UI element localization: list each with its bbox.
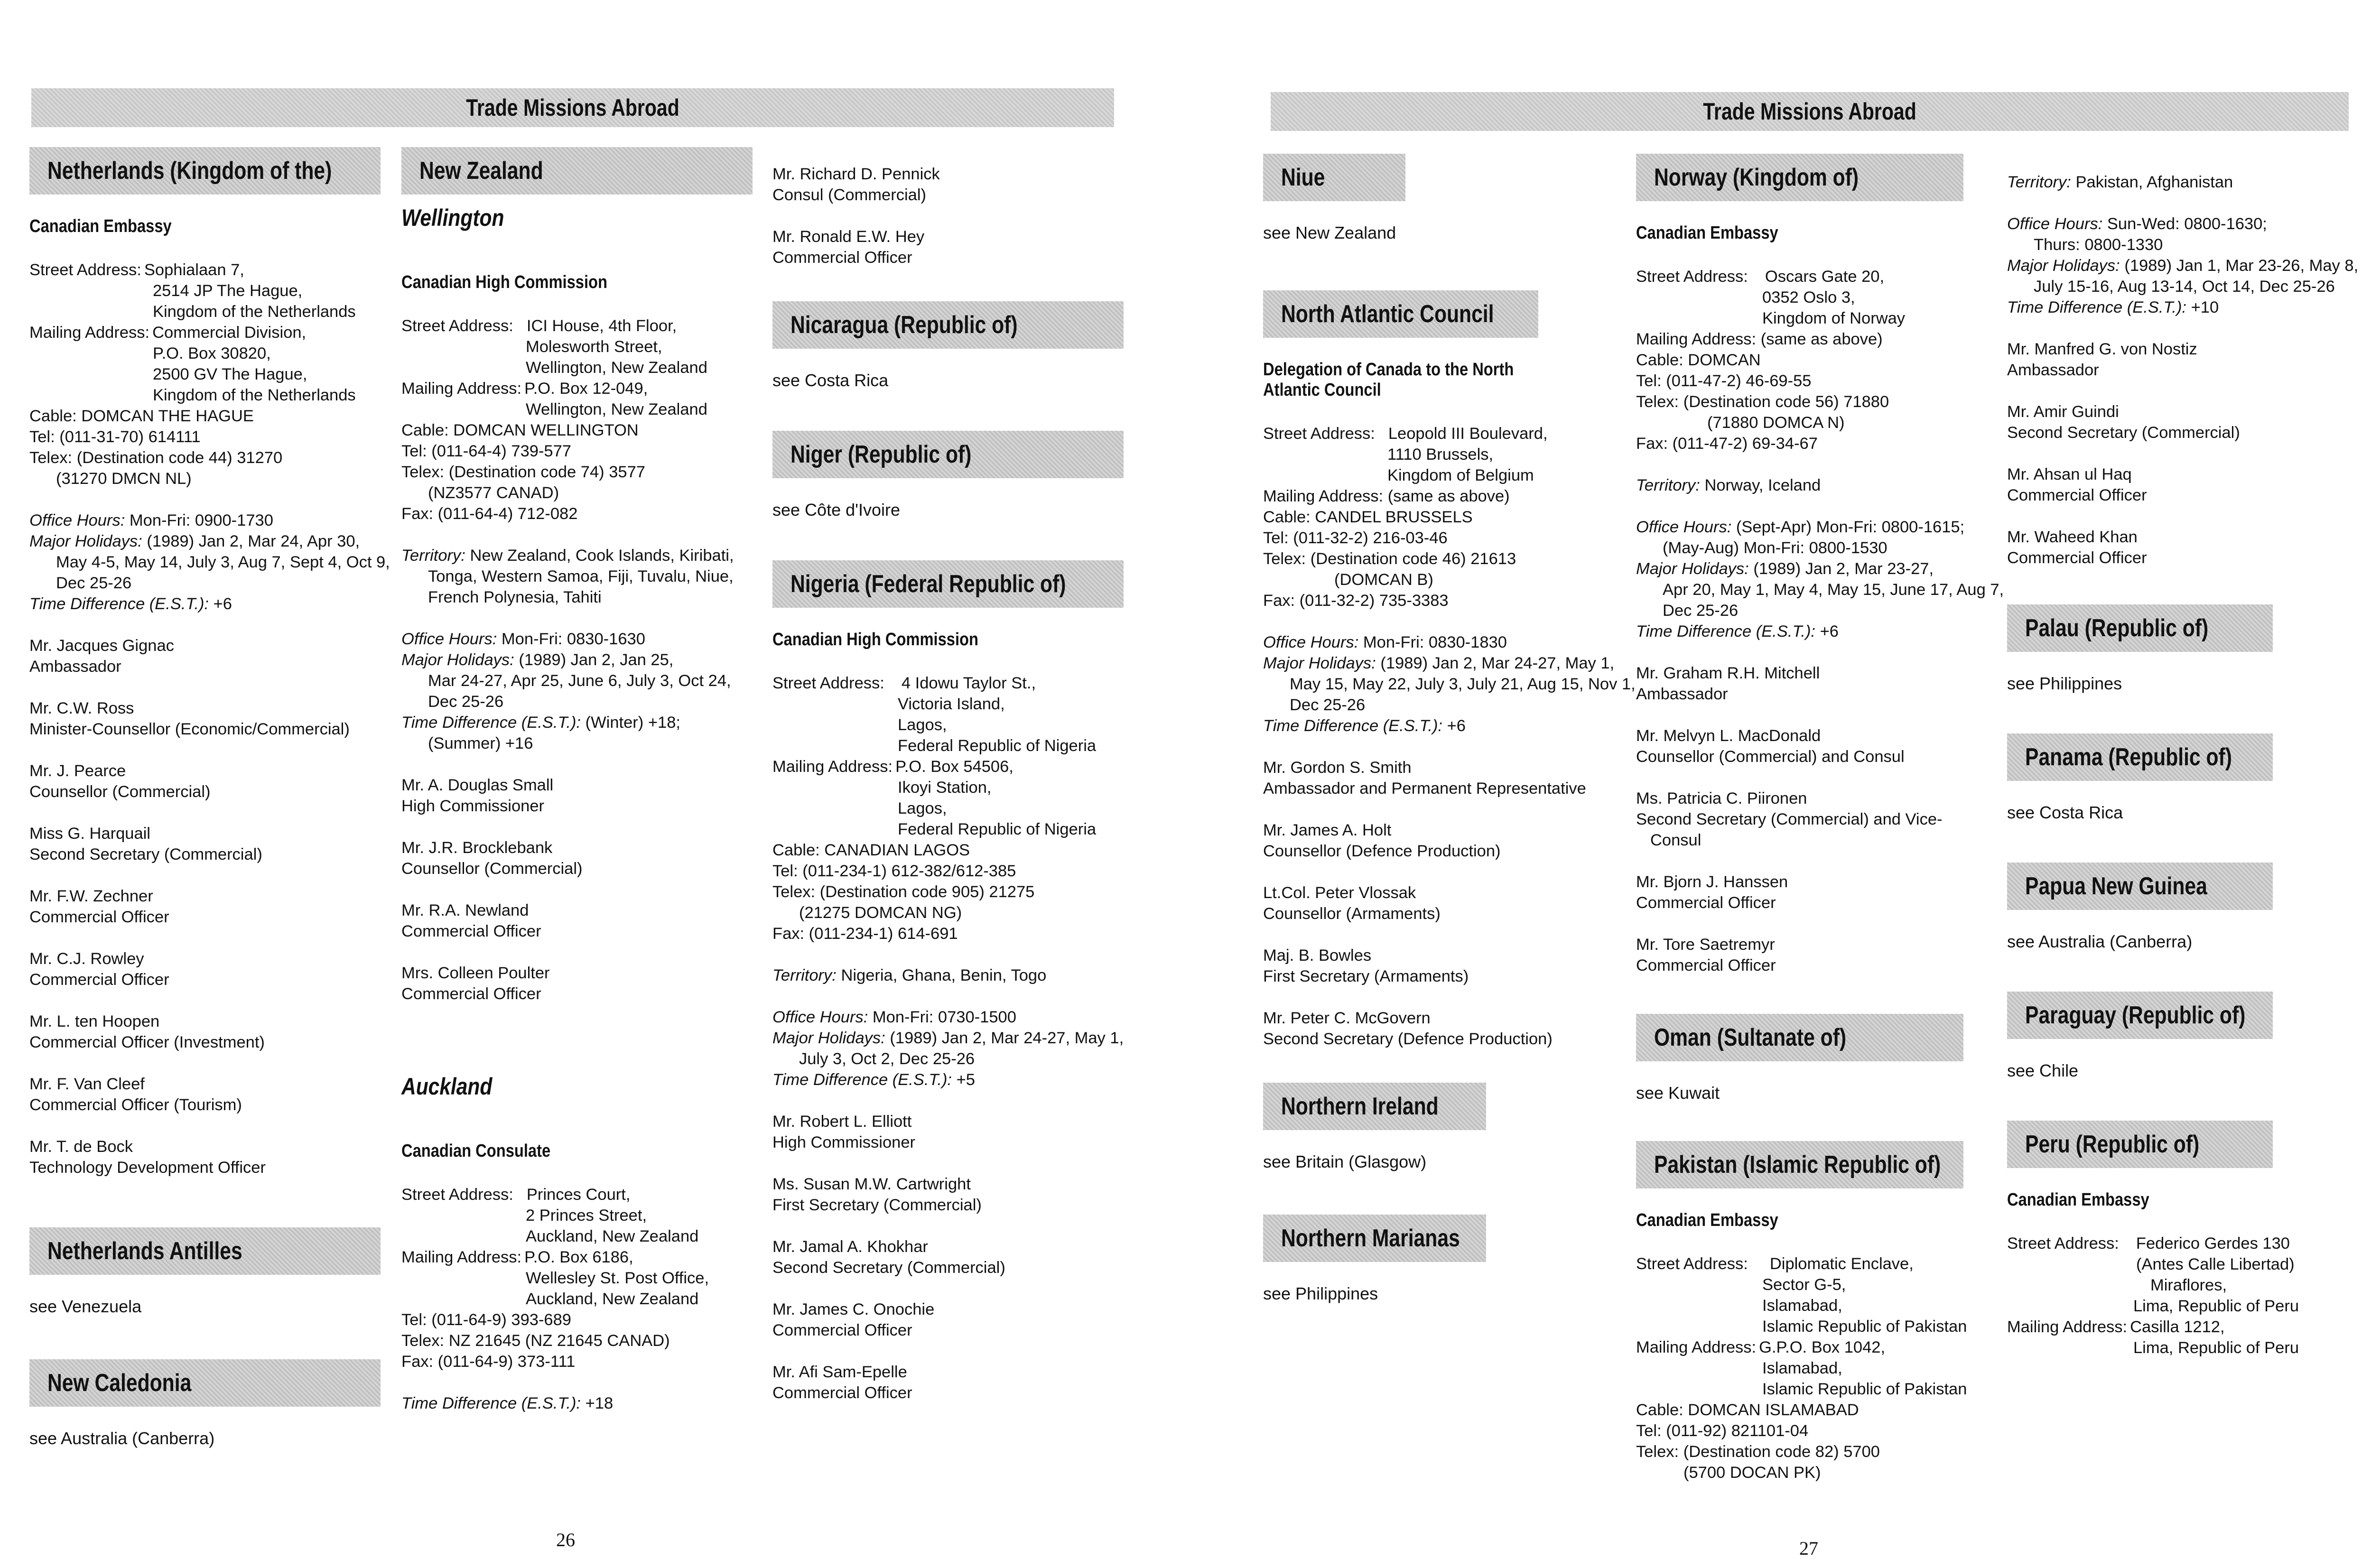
hours-block: Office Hours: (Sept-Apr) Mon-Fri: 0800-1615; (May-Aug) Mon-Fri: 0800-1530 Major Holidays: (1989) Jan 2, Mar 23-27, Apr 20, May 1, May 4, May 15, June 17, Aug 7, Dec 25-26 Time Difference (E.S.T.): +6 [1636, 518, 2004, 640]
cross-reference: see Britain (Glasgow) [1263, 1152, 1427, 1171]
banner-title: Trade Missions Abroad [1703, 98, 1916, 125]
hours-block: Office Hours: Mon-Fri: 0730-1500 Major Holidays: (1989) Jan 2, Mar 24-27, May 1, July 3, Oct 2, Dec 25-26 Time Difference (E.S.T.): +5 [772, 1008, 1124, 1089]
cross-reference: see Venezuela [29, 1297, 142, 1316]
office-type: Canadian Embassy [1636, 223, 1778, 243]
city-heading: Auckland [401, 1073, 493, 1100]
staff-entry: Mr. J.R. Brocklebank Counsellor (Commercial) [401, 839, 583, 878]
territory-block: Territory: Norway, Iceland [1636, 476, 1821, 494]
cross-reference: see Costa Rica [772, 371, 889, 390]
office-type: Delegation of Canada to the North Atlantic Council [1263, 360, 1514, 400]
office-type: Canadian High Commission [772, 630, 978, 649]
country-header-nigeria: Nigeria (Federal Republic of) [772, 560, 1124, 608]
staff-entry: Mr. Tore Saetremyr Commercial Officer [1636, 936, 1776, 974]
country-header-paraguay: Paraguay (Republic of) [2007, 992, 2273, 1039]
staff-entry: Mr. James C. Onochie Commercial Officer [772, 1300, 935, 1339]
section-banner [31, 88, 1114, 127]
address-block: Street Address: Leopold III Boulevard, 1110 Brussels, Kingdom of Belgium Mailing Address: (same as above) Cable: CANDEL BRUSSELS Tel: (011-32-2) 216-03-46 Telex: (Destination code 46) 21613 (DOMCAN B) Fax: (011-32-2) 735-3383 [1263, 425, 1548, 610]
staff-entry: Mr. T. de Bock Technology Development Officer [29, 1138, 266, 1177]
cross-reference: see Australia (Canberra) [29, 1429, 215, 1448]
column-netherlands [29, 147, 390, 1510]
hours-block: Office Hours: Mon-Fri: 0900-1730 Major Holidays: (1989) Jan 2, Mar 24, Apr 30, May 4-5, May 14, July 3, Aug 7, Sept 4, Oct 9, Dec 25-26 Time Difference (E.S.T.): +6 [29, 511, 390, 613]
office-type: Canadian High Commission [401, 272, 607, 292]
staff-entry: Mr. Richard D. Pennick Consul (Commercial) [772, 165, 940, 204]
staff-entry: Mr. Graham R.H. Mitchell Ambassador [1636, 664, 1820, 703]
staff-entry: Mr. Bjorn J. Hanssen Commercial Officer [1636, 873, 1788, 912]
staff-entry: Mr. Ronald E.W. Hey Commercial Officer [772, 228, 925, 267]
column-nicaragua-niger-nigeria [772, 164, 1124, 1424]
territory-block: Territory: Pakistan, Afghanistan [2007, 173, 2233, 191]
territory-block: Territory: New Zealand, Cook Islands, Kiribati, Tonga, Western Samoa, Fiji, Tuvalu, Niue, French Polynesia, Tahiti [401, 547, 734, 606]
cross-reference: see Kuwait [1636, 1083, 1720, 1103]
staff-entry: Mrs. Colleen Poulter Commercial Officer [401, 964, 550, 1003]
country-header-new-caledonia: New Caledonia [29, 1359, 381, 1407]
hours-block: Office Hours: Mon-Fri: 0830-1830 Major Holidays: (1989) Jan 2, Mar 24-27, May 1, May 15, May 22, July 3, July 21, Aug 15, Nov 1, Dec 25-26 Time Difference (E.S.T.): +6 [1263, 633, 1636, 735]
city-heading: Wellington [401, 204, 504, 231]
staff-entry: Mr. R.A. Newland Commercial Officer [401, 901, 541, 940]
country-header-pakistan: Pakistan (Islamic Republic of) [1636, 1141, 1963, 1188]
cross-reference: see Côte d'Ivoire [772, 500, 901, 520]
staff-entry: Maj. B. Bowles First Secretary (Armaments) [1263, 946, 1469, 985]
address-block: Street Address: Princes Court, 2 Princes Street, Auckland, New Zealand Mailing Address: P.O. Box 6186, Wellesley St. Post Office, Auckland, New Zealand Tel: (011-64-9) 393-689 Telex: NZ 21645 (NZ 21645 CANAD) Fax: (011-64-9) 373-111 [401, 1186, 709, 1371]
staff-entry: Mr. Ahsan ul Haq Commercial Officer [2007, 465, 2147, 504]
cross-reference: see Chile [2007, 1061, 2079, 1080]
cross-reference: see Costa Rica [2007, 803, 2123, 822]
country-header-netherlands: Netherlands (Kingdom of the) [29, 147, 381, 195]
country-header-peru: Peru (Republic of) [2007, 1121, 2273, 1168]
address-block: Street Address: Sophialaan 7, 2514 JP The Hague, Kingdom of the Netherlands Mailing Address: Commercial Division, P.O. Box 30820, 2500 GV The Hague, Kingdom of the Netherlands Cable: DOMCAN THE HAGUE Tel: (011-31-70) 614111 Telex: (Destination code 44) 31270 (31270 DMCN NL) [29, 261, 356, 488]
staff-entry: Lt.Col. Peter Vlossak Counsellor (Armaments) [1263, 884, 1441, 923]
country-header-nicaragua: Nicaragua (Republic of) [772, 301, 1124, 349]
country-header-netherlands-antilles: Netherlands Antilles [29, 1227, 381, 1275]
cross-reference: see Philippines [2007, 674, 2122, 693]
country-header-niue: Niue [1263, 154, 1405, 201]
office-type: Canadian Embassy [2007, 1190, 2149, 1210]
page-26 [0, 0, 1185, 1568]
country-header-norway: Norway (Kingdom of) [1636, 154, 1963, 201]
office-type: Canadian Consulate [401, 1141, 551, 1161]
country-header-niger: Niger (Republic of) [772, 431, 1124, 478]
staff-entry: Mr. F.W. Zechner Commercial Officer [29, 887, 169, 926]
page-27 [1185, 0, 2371, 1568]
cross-reference: see Australia (Canberra) [2007, 932, 2193, 951]
staff-entry: Mr. C.J. Rowley Commercial Officer [29, 950, 169, 989]
address-block: Street Address: Oscars Gate 20, 0352 Oslo 3, Kingdom of Norway Mailing Address: (same as above) Cable: DOMCAN Tel: (011-47-2) 46-69-55 Telex: (Destination code 56) 71880 (71880 DOMCA N) Fax: (011-47-2) 69-34-67 [1636, 268, 1906, 453]
staff-entry: Mr. L. ten Hoopen Commercial Officer (Investment) [29, 1012, 265, 1051]
country-header-papua-new-guinea: Papua New Guinea [2007, 863, 2273, 910]
office-type: Canadian Embassy [29, 216, 172, 236]
staff-entry: Ms. Susan M.W. Cartwright First Secretary (Commercial) [772, 1175, 982, 1214]
staff-entry: Mr. Robert L. Elliott High Commissioner [772, 1113, 915, 1151]
page-number: 27 [1799, 1538, 1818, 1559]
staff-entry: Mr. Amir Guindi Second Secretary (Commercial) [2007, 403, 2240, 442]
column-norway-oman-pakistan [1636, 154, 2004, 1504]
staff-entry: Mr. C.W. Ross Minister-Counsellor (Economic/Commercial) [29, 699, 350, 738]
hours-block: Office Hours: Mon-Fri: 0830-1630 Major Holidays: (1989) Jan 2, Jan 25, Mar 24-27, Apr 25, June 6, July 3, Oct 24, Dec 25-26 Time Difference (E.S.T.): (Winter) +18; (Summer) +16 [401, 630, 731, 752]
staff-entry: Mr. A. Douglas Small High Commissioner [401, 776, 554, 815]
country-header-new-zealand: New Zealand [401, 147, 753, 195]
country-header-palau: Palau (Republic of) [2007, 604, 2273, 652]
page-number: 26 [556, 1529, 575, 1550]
staff-entry: Mr. J. Pearce Counsellor (Commercial) [29, 762, 211, 801]
section-banner [1271, 92, 2349, 131]
staff-entry: Mr. Jacques Gignac Ambassador [29, 637, 174, 676]
banner-title: Trade Missions Abroad [466, 94, 679, 121]
staff-entry: Ms. Patricia C. Piironen Second Secretary (Commercial) and Vice- Consul [1636, 789, 1943, 849]
country-header-northern-marianas: Northern Marianas [1263, 1215, 1486, 1262]
address-block: Street Address: 4 Idowu Taylor St., Victoria Island, Lagos, Federal Republic of Nigeria Mailing Address: P.O. Box 54506, Ikoyi Station, Lagos, Federal Republic of Nigeria Cable: CANADIAN LAGOS Tel: (011-234-1) 612-382/612-385 Telex: (Destination code 905) 21275 (21275 DOMCAN NG) Fax: (011-234-1) 614-691 [772, 674, 1097, 943]
cross-reference: see Philippines [1263, 1284, 1378, 1303]
cross-reference: see New Zealand [1263, 223, 1396, 242]
staff-entry: Mr. Peter C. McGovern Second Secretary (Defence Production) [1263, 1009, 1553, 1048]
address-block: Street Address: ICI House, 4th Floor, Molesworth Street, Wellington, New Zealand Mailing Address: P.O. Box 12-049, Wellington, New Zealand Cable: DOMCAN WELLINGTON Tel: (011-64-4) 739-577 Telex: (Destination code 74) 3577 (NZ3577 CANAD) Fax: (011-64-4) 712-082 [401, 317, 707, 523]
address-block: Street Address: Federico Gerdes 130 (Antes Calle Libertad) Miraflores, Lima, Republic of Peru Mailing Address: Casilla 1212, Lima, Republic of Peru [2007, 1234, 2299, 1357]
staff-entry: Mr. Manfred G. von Nostiz Ambassador [2007, 340, 2197, 379]
column-pakistan-cont-peru [2007, 172, 2368, 1379]
staff-entry: Mr. Afi Sam-Epelle Commercial Officer [772, 1363, 912, 1402]
time-difference: Time Difference (E.S.T.): +18 [401, 1394, 614, 1412]
staff-entry: Mr. James A. Holt Counsellor (Defence Production) [1263, 821, 1501, 860]
staff-entry: Mr. Waheed Khan Commercial Officer [2007, 528, 2147, 567]
column-new-zealand [401, 147, 753, 1435]
column-niue-nato-northern [1263, 154, 1636, 1365]
office-type: Canadian Embassy [1636, 1210, 1778, 1230]
country-header-north-atlantic-council: North Atlantic Council [1263, 290, 1538, 338]
country-header-northern-ireland: Northern Ireland [1263, 1083, 1486, 1130]
country-header-oman: Oman (Sultanate of) [1636, 1014, 1963, 1061]
staff-entry: Mr. Gordon S. Smith Ambassador and Permanent Representative [1263, 759, 1586, 798]
staff-entry: Mr. F. Van Cleef Commercial Officer (Tourism) [29, 1075, 242, 1114]
territory-block: Territory: Nigeria, Ghana, Benin, Togo [772, 966, 1047, 984]
staff-entry: Mr. Jamal A. Khokhar Second Secretary (Commercial) [772, 1238, 1005, 1277]
staff-entry: Miss G. Harquail Second Secretary (Commercial) [29, 825, 262, 863]
address-block: Street Address: Diplomatic Enclave, Sector G-5, Islamabad, Islamic Republic of Pakistan Mailing Address: G.P.O. Box 1042, Islamabad, Islamic Republic of Pakistan Cable: DOMCAN ISLAMABAD Tel: (011-92) 821101-04 Telex: (Destination code 82) 5700 (5700 DOCAN PK) [1636, 1255, 1967, 1482]
country-header-panama: Panama (Republic of) [2007, 733, 2273, 781]
staff-entry: Mr. Melvyn L. MacDonald Counsellor (Commercial) and Consul [1636, 727, 1905, 766]
hours-block: Office Hours: Sun-Wed: 0800-1630; Thurs: 0800-1330 Major Holidays: (1989) Jan 1, Mar 23-26, May 8, July 15-16, Aug 13-14, Oct 14, Dec 25-26 Time Difference (E.S.T.): +10 [2007, 215, 2359, 316]
